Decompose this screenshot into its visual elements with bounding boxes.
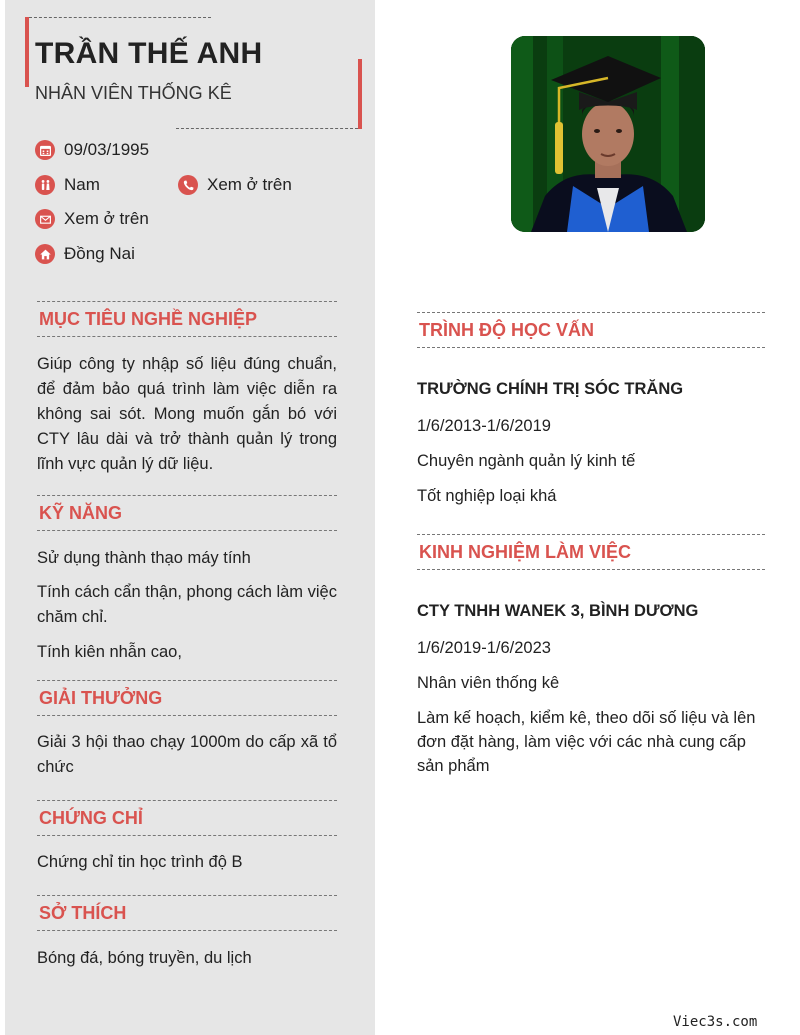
address-value: Đồng Nai [64,244,135,263]
education-heading: TRÌNH ĐỘ HỌC VẤN [417,312,765,348]
experience-description: Làm kế hoạch, kiểm kê, theo dõi số liệu và lên đơn đặt hàng, làm việc với các nhà cung cấp sản phẩm [417,709,756,775]
skill-item: Tính cách cẩn thận, phong cách làm việc chăm chỉ. [37,583,337,626]
education-period: 1/6/2013-1/6/2019 [417,417,551,435]
email-value: Xem ở trên [64,209,149,228]
email-row [35,209,149,229]
skill-item: Sử dụng thành thạo máy tính [37,549,251,567]
accent-bar-right [358,59,362,129]
education-school: TRƯỜNG CHÍNH TRỊ SÓC TRĂNG [417,380,684,398]
envelope-icon [35,209,55,229]
skills-heading: KỸ NĂNG [37,495,337,531]
objective-text: Giúp công ty nhập số liệu đúng chuẩn, để đảm bảo quá trình làm việc diễn ra không sai sót. Mong muốn gắn bó với CTY lâu dài và trở thành quản lý trong lĩnh vực quản lý dữ liệu. [37,355,337,473]
gender-row [35,175,100,195]
address-row [35,244,135,264]
candidate-name: TRẦN THẾ ANH [35,37,263,70]
education-grade: Tốt nghiệp loại khá [417,487,557,505]
hobbies-text: Bóng đá, bóng truyền, du lịch [37,949,252,967]
skill-item: Tính kiên nhẫn cao, [37,643,182,661]
job-title: NHÂN VIÊN THỐNG KÊ [35,83,232,103]
name-header [25,17,362,129]
education-major: Chuyên ngành quản lý kinh tế [417,452,636,470]
gender-icon [35,175,55,195]
phone-row [178,175,292,195]
experience-heading: KINH NGHIỆM LÀM VIỆC [417,534,765,570]
dob-value: 09/03/1995 [64,140,150,159]
phone-value: Xem ở trên [207,175,292,194]
experience-period: 1/6/2019-1/6/2023 [417,639,551,657]
awards-heading: GIẢI THƯỞNG [37,680,337,716]
experience-company: CTY TNHH WANEK 3, BÌNH DƯƠNG [417,602,699,620]
objective-heading: MỤC TIÊU NGHỀ NGHIỆP [37,301,337,337]
hobbies-heading: SỞ THÍCH [37,895,337,931]
profile-photo [511,36,705,232]
dob-row [35,140,149,160]
experience-position: Nhân viên thống kê [417,674,560,692]
gender-value: Nam [64,175,100,194]
certificates-heading: CHỨNG CHỈ [37,800,337,836]
certificates-text: Chứng chỉ tin học trình độ B [37,853,243,871]
awards-text: Giải 3 hội thao chạy 1000m do cấp xã tổ chức [37,733,337,776]
phone-icon [178,175,198,195]
watermark: Viec3s.com [673,1014,758,1030]
graduate-portrait-image [511,36,705,232]
divider [29,17,211,18]
divider [176,128,358,129]
calendar-icon [35,140,55,160]
accent-bar-left [25,17,29,87]
home-icon [35,244,55,264]
